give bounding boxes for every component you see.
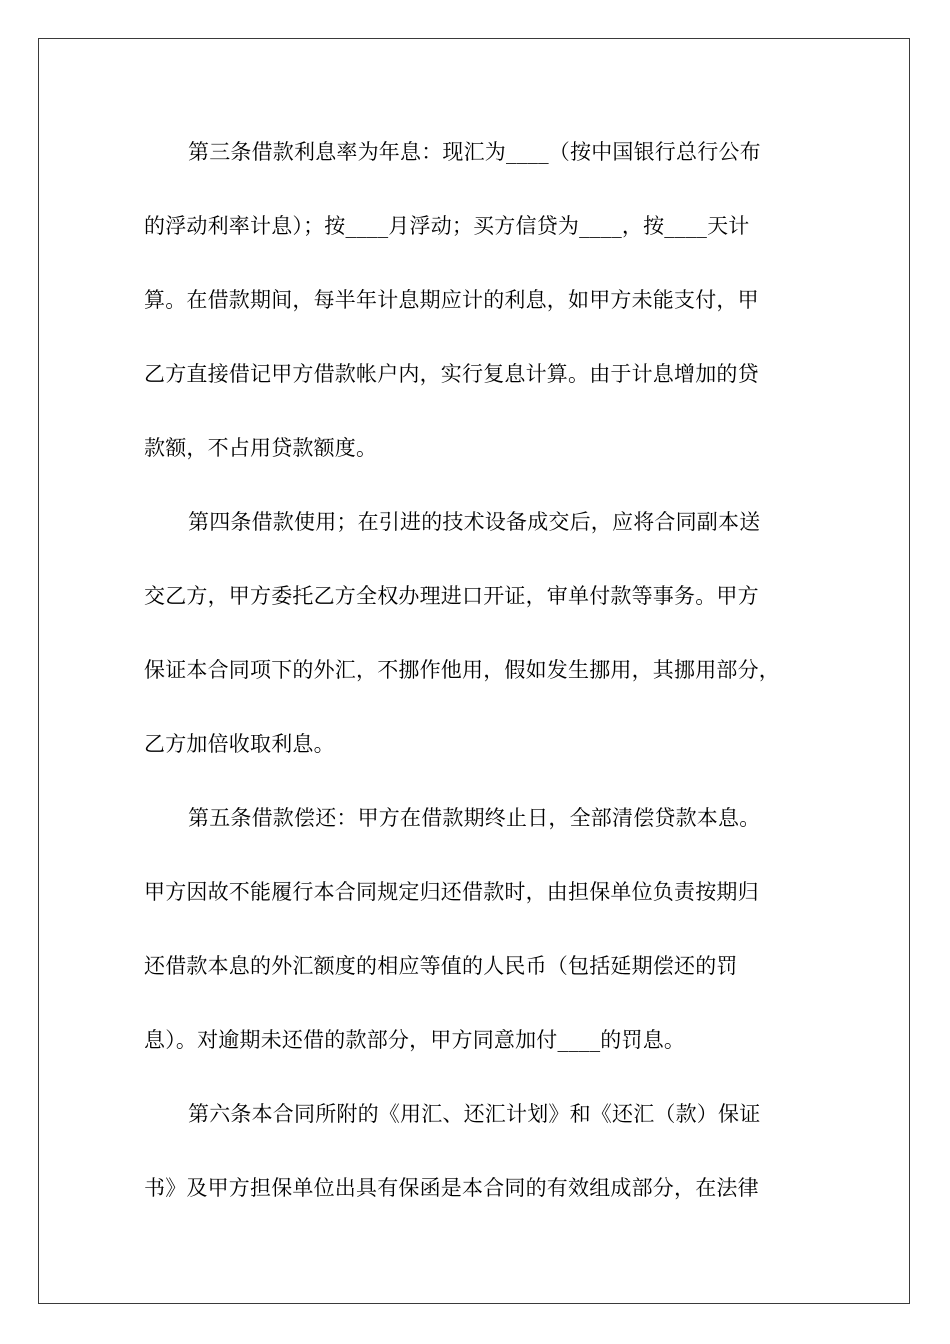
article-5-line-1: 第五条借款偿还：甲方在借款期终止日，全部清偿贷款本息。	[188, 806, 761, 830]
article-5-line-3: 还借款本息的外汇额度的相应等值的人民币（包括延期偿还的罚	[144, 954, 738, 978]
article-4-line-3: 保证本合同项下的外汇，不挪作他用，假如发生挪用，其挪用部分，	[144, 658, 780, 682]
article-3-line-5: 款额，不占用贷款额度。	[144, 436, 378, 460]
article-5-line-2: 甲方因故不能履行本合同规定归还借款时，由担保单位负责按期归	[144, 880, 759, 904]
article-3-line-3: 算。在借款期间，每半年计息期应计的利息，如甲方未能支付，甲	[144, 288, 759, 312]
article-4-line-4: 乙方加倍收取利息。	[144, 732, 335, 756]
article-3-line-4: 乙方直接借记甲方借款帐户内，实行复息计算。由于计息增加的贷	[144, 362, 759, 386]
article-4-line-2: 交乙方，甲方委托乙方全权办理进口开证，审单付款等事务。甲方	[144, 584, 759, 608]
article-3-line-1: 第三条借款利息率为年息：现汇为____（按中国银行总行公布	[188, 140, 761, 164]
article-5-line-4: 息）。对逾期未还借的款部分，甲方同意加付____的罚息。	[144, 1028, 686, 1052]
article-3-line-2: 的浮动利率计息）；按____月浮动；买方信贷为____，按____天计	[144, 214, 750, 238]
article-6-line-2: 书》及甲方担保单位出具有保函是本合同的有效组成部分，在法律	[144, 1176, 759, 1200]
article-4-line-1: 第四条借款使用；在引进的技术设备成交后，应将合同副本送	[188, 510, 761, 534]
article-6-line-1: 第六条本合同所附的《用汇、还汇计划》和《还汇（款）保证	[188, 1102, 761, 1126]
